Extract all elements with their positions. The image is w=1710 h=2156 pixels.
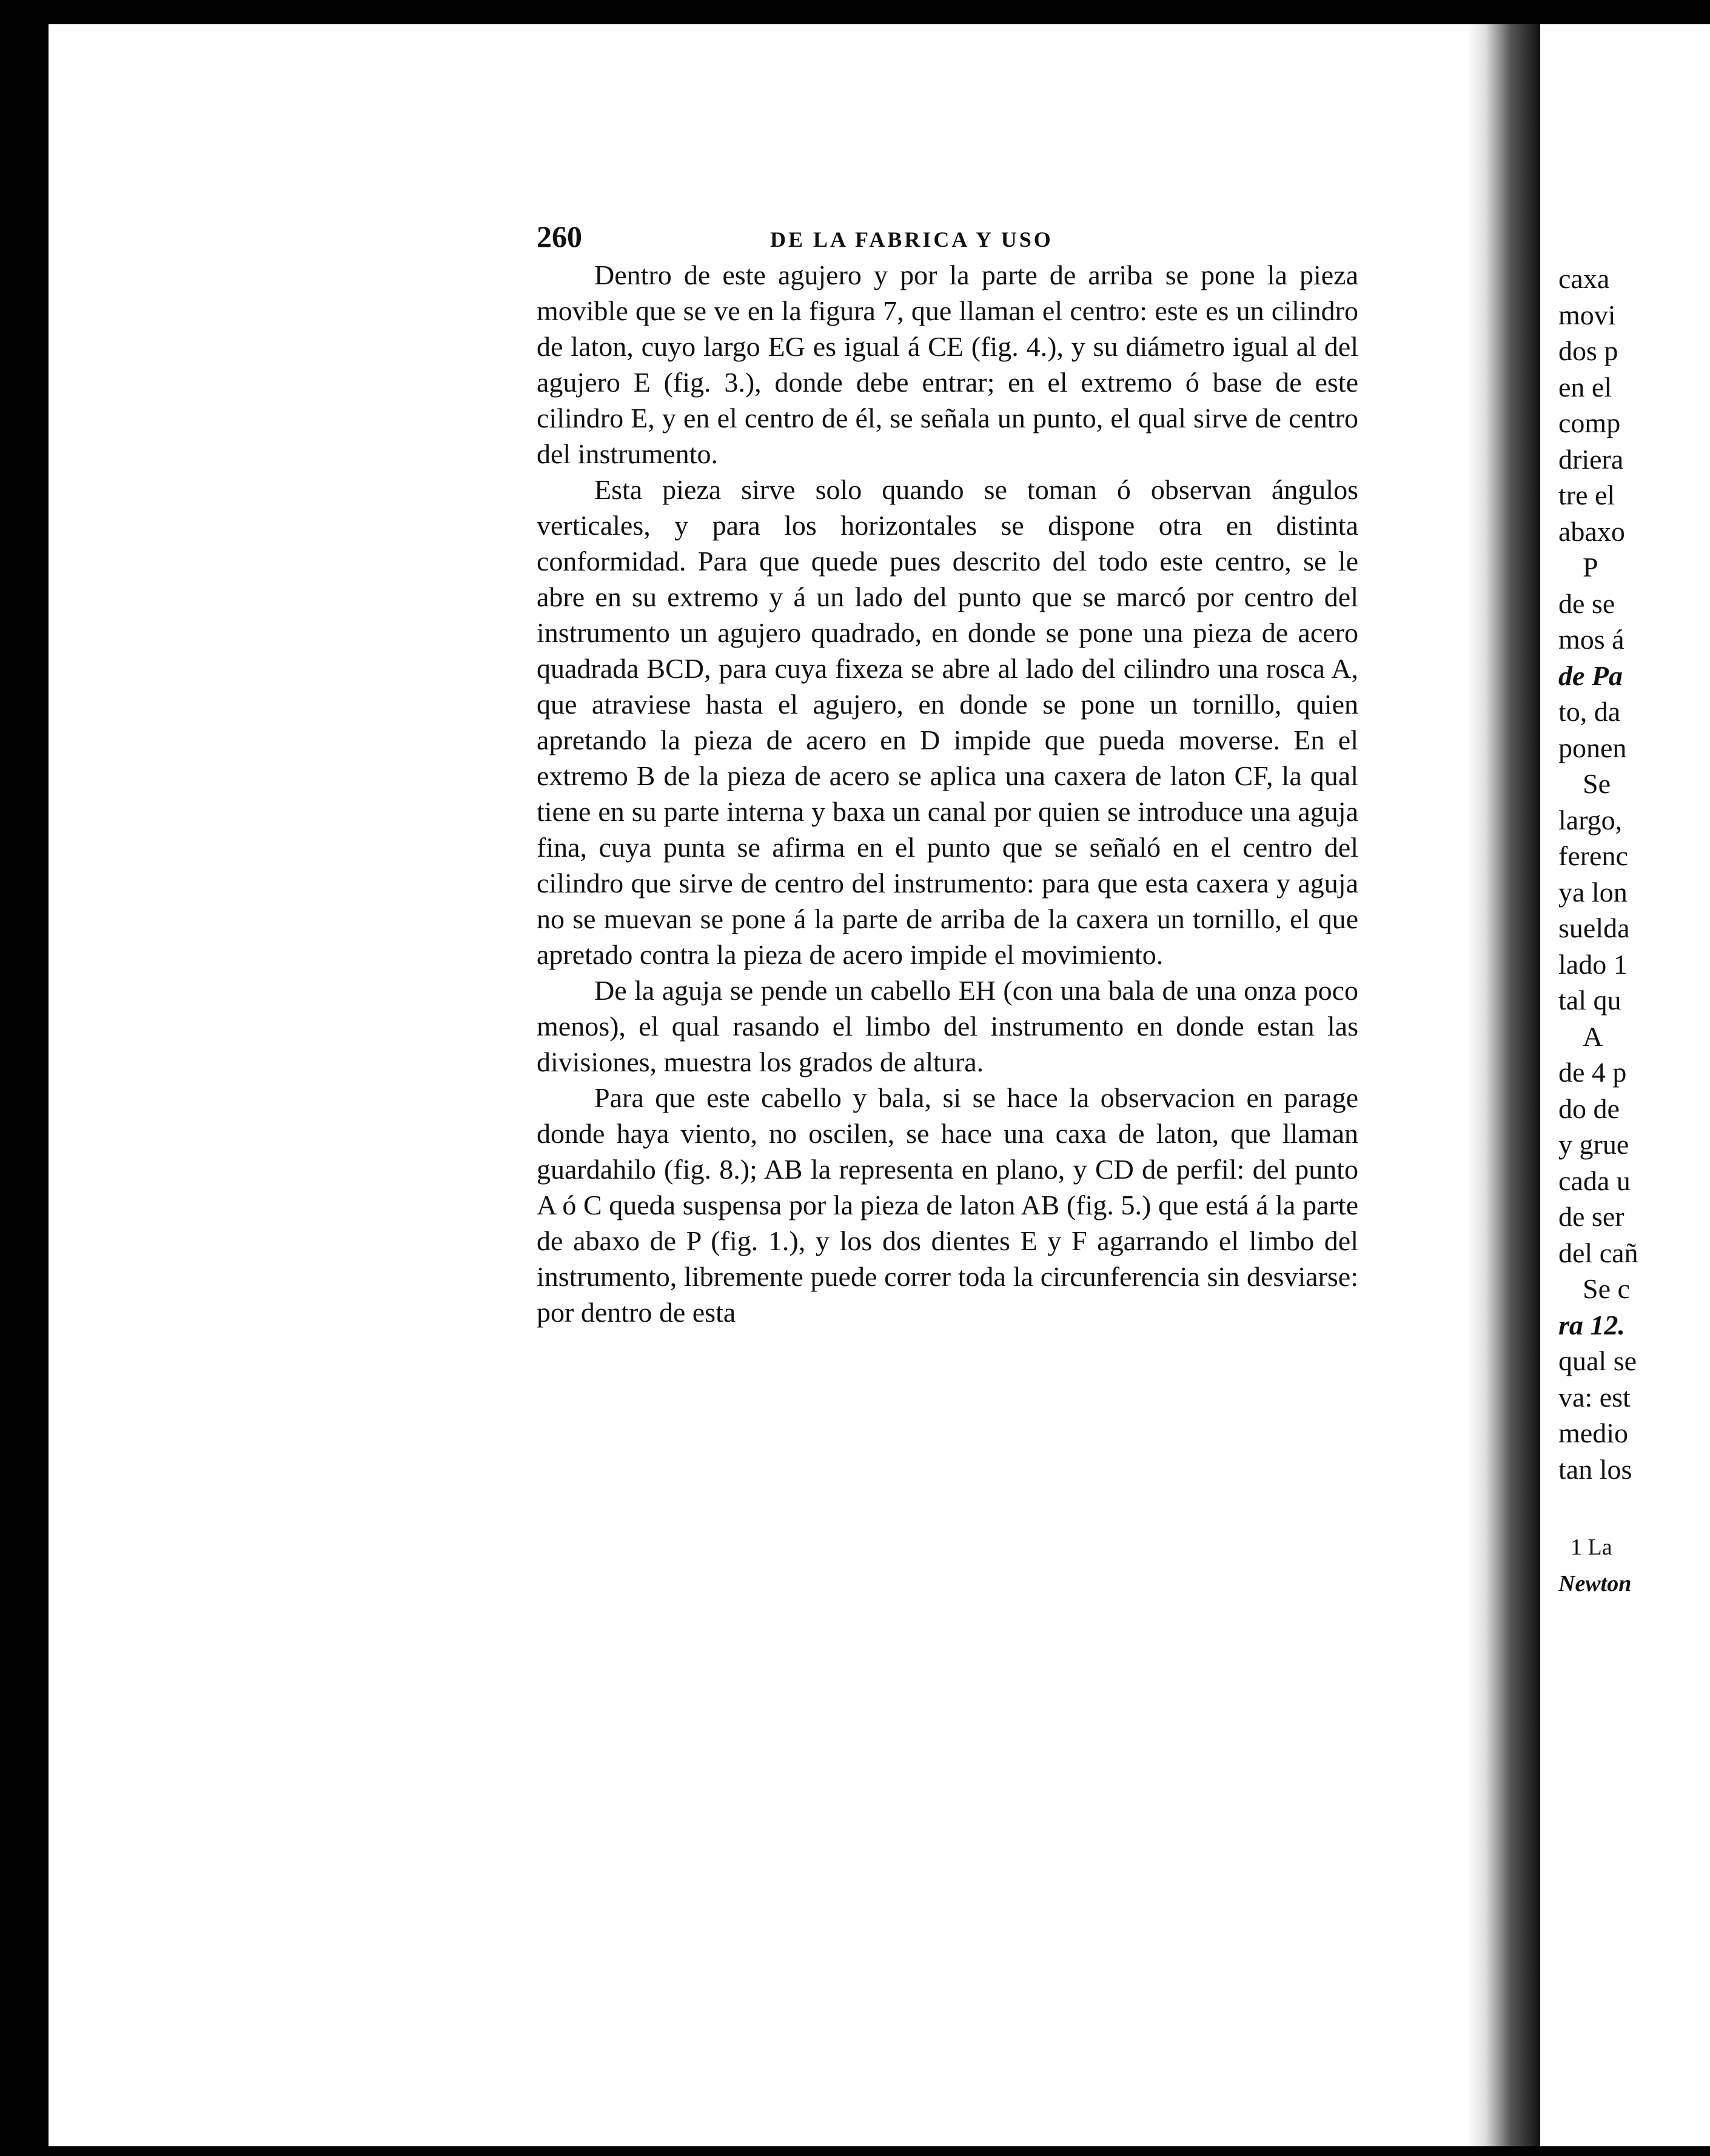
page-header bbox=[537, 221, 1358, 255]
right-line: to, da bbox=[1558, 696, 1621, 727]
right-line: abaxo bbox=[1558, 515, 1625, 547]
right-line: y grue bbox=[1558, 1129, 1629, 1160]
right-line: cada u bbox=[1558, 1165, 1631, 1196]
right-line: A bbox=[1583, 1020, 1603, 1052]
right-line: ya lon bbox=[1558, 876, 1628, 908]
right-line: medio bbox=[1558, 1418, 1628, 1448]
right-line: de 4 p bbox=[1558, 1057, 1627, 1088]
paragraph-3: De la aguja se pende un cabello EH (con una bala de una onza poco menos), el qual rasando el limbo del instrumento en donde estan las divisiones, muestra los grados de altura. bbox=[537, 975, 1358, 1077]
page-number: 260 bbox=[537, 219, 582, 253]
right-line: P bbox=[1583, 552, 1598, 583]
right-line: Se c bbox=[1583, 1273, 1630, 1304]
right-line: driera bbox=[1558, 443, 1624, 475]
right-line: Se bbox=[1583, 768, 1611, 799]
right-footnote bbox=[1558, 1530, 1710, 1602]
right-line: suelda bbox=[1558, 912, 1630, 943]
right-line: en el bbox=[1558, 371, 1612, 403]
paragraph-2: Esta pieza sirve solo quando se toman ó observan ángulos verticales, y para los horizontales se dispone otra en distinta conformidad. Para que quede pues descrito del todo este centro, se le abre en su extremo y á un lado del punto que se marcó por centro del instrumento un agujero quadrado, en donde se pone una pieza de acero quadrada BCD, para cuya fixeza se abre al lado del cilindro una rosca A, que atraviese hasta el agujero, en donde se pone un tornillo, quien apretando la pieza de acero en D impide que pueda moverse. En el extremo B de la pieza de acero se aplica una caxera de laton CF, la qual tiene en su parte interna y baxa un canal por quien se introduce una aguja fina, cuya punta se afirma en el punto que se señaló en el centro del cilindro que sirve de centro del instrumento: para que esta caxera y aguja no se muevan se pone á la parte de arriba de la caxera un tornillo, el que apretado contra la pieza de acero impide el movimiento. bbox=[537, 474, 1358, 970]
right-line: del cañ bbox=[1558, 1237, 1638, 1268]
right-line: caxa bbox=[1558, 263, 1610, 294]
right-line: largo, bbox=[1558, 804, 1623, 835]
left-page-text bbox=[537, 221, 1358, 1330]
right-line: de ser bbox=[1558, 1201, 1625, 1232]
right-line: do de bbox=[1558, 1093, 1620, 1124]
right-line: ra 12. bbox=[1558, 1309, 1625, 1341]
footnote-line: 1 La bbox=[1571, 1535, 1612, 1560]
right-line: movi bbox=[1558, 299, 1616, 330]
right-line: de se bbox=[1558, 588, 1615, 619]
right-line: dos p bbox=[1558, 335, 1618, 366]
right-line: ferenc bbox=[1558, 840, 1628, 871]
right-line: va: est bbox=[1558, 1381, 1631, 1413]
right-line: de Pa bbox=[1558, 660, 1623, 691]
right-line: tal qu bbox=[1558, 985, 1621, 1016]
paragraph-1: Dentro de este agujero y por la parte de arriba se pone la pieza movible que se ve en la figura 7, que llaman el centro: este es un cilindro de laton, cuyo largo EG es igual á CE (fig. 4.), y su diámetro igual al del agujero E (fig. 3.), donde debe entrar; en el extremo ó base de este cilindro E, y en el centro de él, se señala un punto, el qual sirve de centro del instrumento. bbox=[537, 259, 1358, 469]
footnote-line: Newton bbox=[1558, 1570, 1632, 1596]
right-line: tre el bbox=[1558, 480, 1615, 511]
right-line: qual se bbox=[1558, 1345, 1637, 1376]
running-head: DE LA FABRICA Y USO bbox=[770, 227, 1053, 252]
paragraph-4: Para que este cabello y bala, si se hace la observacion en parage donde haya viento, no oscilen, se hace una caxa de laton, que llaman guardahilo (fig. 8.); AB la representa en plano, y CD de perfil: del punto A ó C queda suspensa por la pieza de laton AB (fig. 5.) que está á la parte de abaxo de P (fig. 1.), y los dos dientes E y F agarrando el limbo del instrumento, libremente puede correr toda la circunferencia sin desviarse: por dentro de esta bbox=[537, 1082, 1358, 1328]
book-gutter bbox=[1467, 24, 1540, 2146]
right-line: ponen bbox=[1558, 732, 1627, 763]
right-line: comp bbox=[1558, 407, 1621, 438]
right-line: mos á bbox=[1558, 624, 1625, 655]
right-line: lado 1 bbox=[1558, 948, 1628, 980]
right-page-text bbox=[1558, 261, 1710, 1602]
right-line: tan los bbox=[1558, 1453, 1632, 1485]
